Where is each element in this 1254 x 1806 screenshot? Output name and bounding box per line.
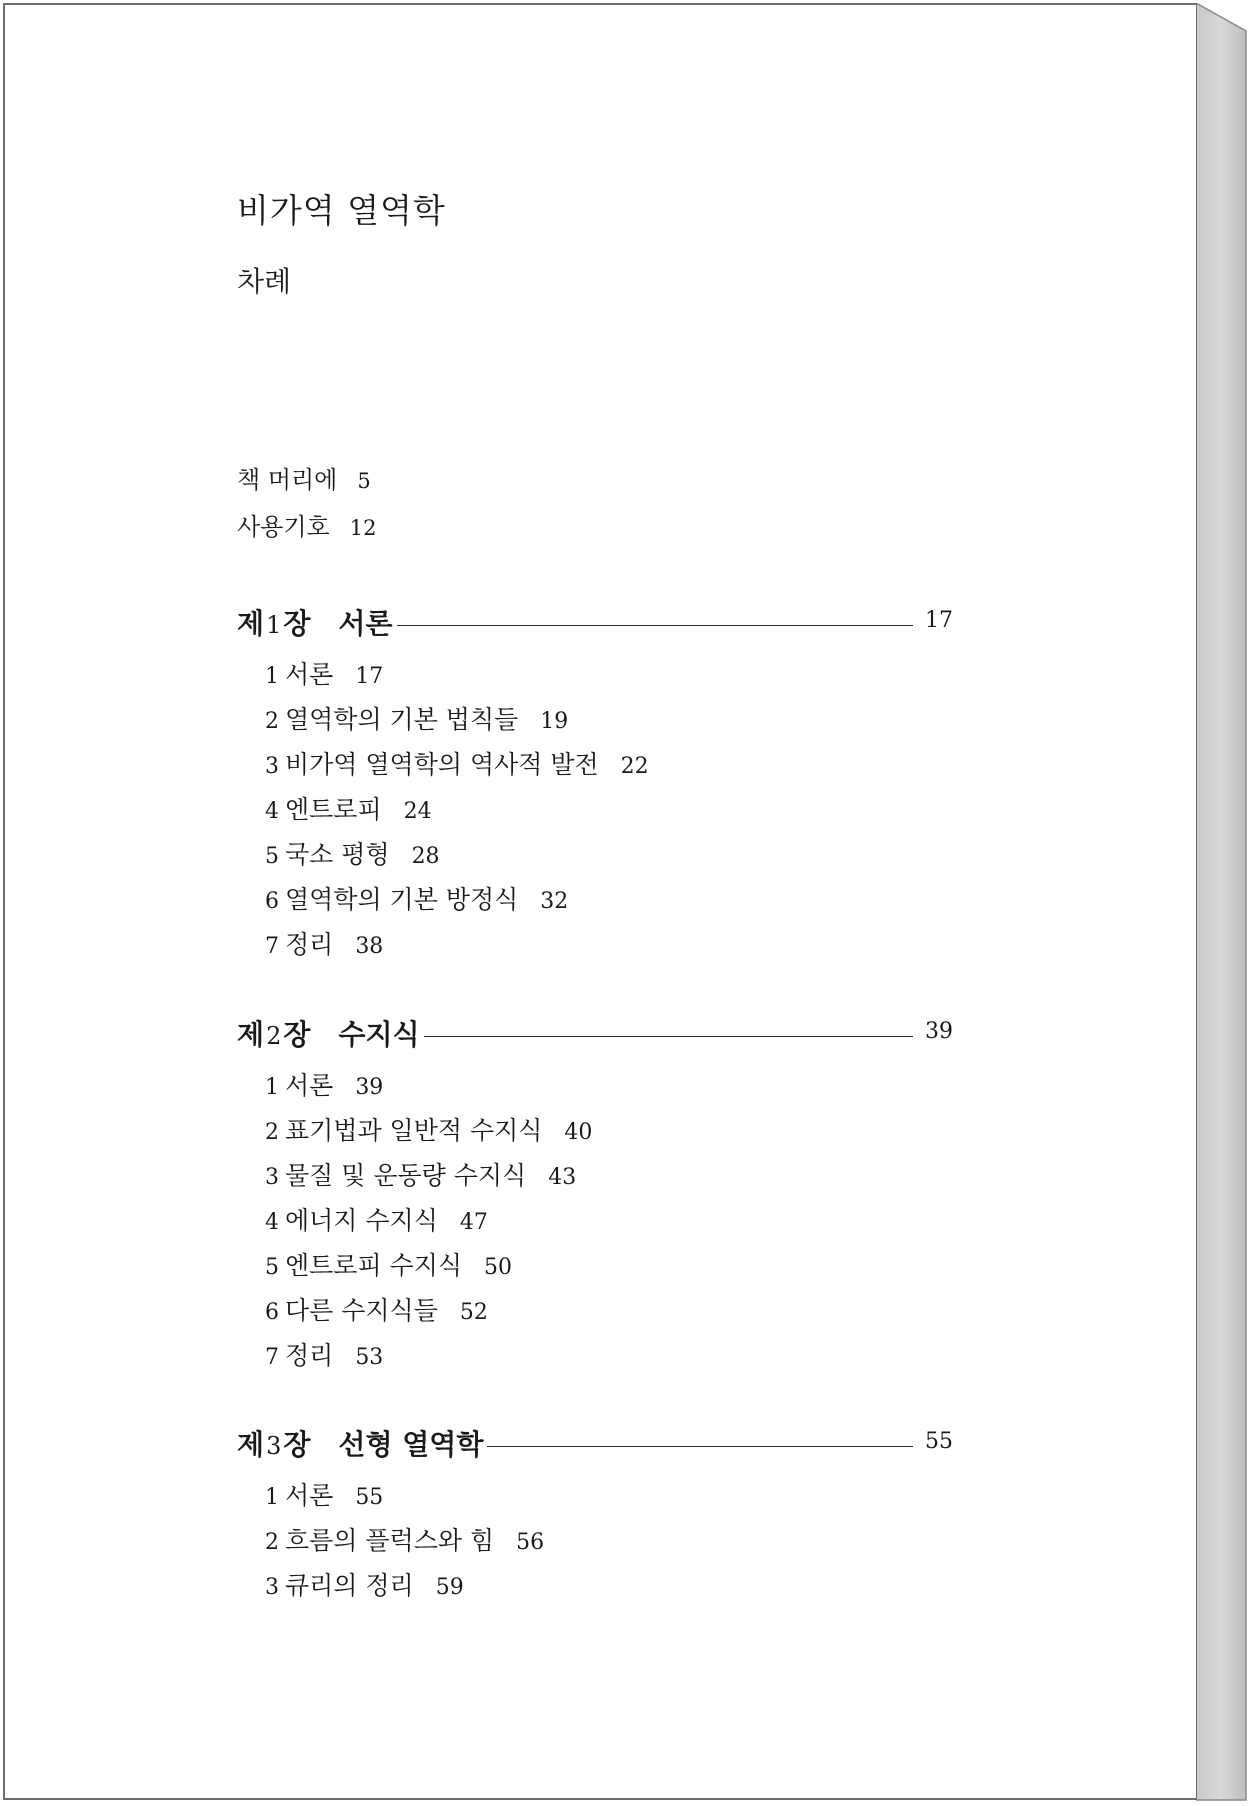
section-number: 3 [265,1575,279,1600]
chapter-label [237,1423,487,1463]
front-matter-label: 책 머리에 [237,466,338,494]
section-title: 엔트로피 [285,795,382,824]
section-title: 정리 [285,930,334,959]
chapter-number: 1 [266,611,282,639]
section-title: 열역학의 기본 방정식 [285,885,519,914]
section-number: 2 [265,709,279,734]
section-page: 47 [459,1210,488,1235]
section-title: 서론 [285,660,334,689]
section-title: 표기법과 일반적 수지식 [285,1116,543,1145]
section-item[interactable] [265,925,383,961]
page-stack-edge [1196,3,1254,1803]
section-page: 59 [435,1575,464,1600]
section-page: 52 [459,1300,488,1325]
chapter-heading[interactable] [237,602,953,642]
section-page: 39 [355,1075,384,1100]
chapter-title: 선형 열역학 [338,1428,484,1461]
chapter-page: 39 [925,1019,953,1044]
chapter-suffix: 장 [283,1018,311,1051]
section-number: 2 [265,1530,279,1555]
section-item[interactable] [265,655,383,691]
section-page: 32 [540,889,569,914]
section-page: 17 [355,664,384,689]
section-number: 1 [265,664,279,689]
section-item[interactable] [265,745,649,781]
section-page: 19 [540,709,569,734]
chapter-suffix: 장 [283,1428,311,1461]
chapter-title: 서론 [338,607,393,640]
chapter-number: 3 [266,1432,282,1460]
section-number: 6 [265,1300,279,1325]
section-item[interactable] [265,835,440,871]
section-item[interactable] [265,1201,488,1237]
section-title: 흐름의 플럭스와 힘 [285,1526,495,1555]
section-item[interactable] [265,700,568,736]
book-title: 비가역 열역학 [237,191,446,230]
section-item[interactable] [265,1566,464,1602]
section-item[interactable] [265,1336,383,1372]
section-number: 7 [265,1345,279,1370]
section-title: 에너지 수지식 [285,1206,438,1235]
toc-title: 차례 [237,265,292,298]
section-title: 엔트로피 수지식 [285,1251,462,1280]
section-page: 55 [355,1485,384,1510]
section-title: 열역학의 기본 법칙들 [285,705,519,734]
section-number: 5 [265,844,279,869]
section-item[interactable] [265,1156,576,1192]
section-number: 1 [265,1075,279,1100]
section-page: 40 [564,1120,593,1145]
section-number: 2 [265,1120,279,1145]
front-matter-page: 5 [357,469,371,493]
chapter-suffix: 장 [283,607,311,640]
chapter-label [237,602,397,642]
section-title: 정리 [285,1341,334,1370]
section-number: 3 [265,1165,279,1190]
section-number: 4 [265,1210,279,1235]
section-item[interactable] [265,1521,544,1557]
section-item[interactable] [265,1066,383,1102]
section-title: 국소 평형 [285,840,390,869]
section-item[interactable] [265,1111,592,1147]
section-title: 서론 [285,1481,334,1510]
front-matter-item[interactable] [237,460,371,495]
section-page: 50 [484,1255,512,1280]
chapter-prefix: 제 [237,1018,265,1051]
section-page: 28 [411,844,440,869]
chapter-page: 17 [925,608,953,633]
section-item[interactable] [265,1476,383,1512]
chapter-heading[interactable] [237,1423,953,1463]
chapter-title: 수지식 [338,1018,420,1051]
front-matter-page: 12 [349,516,377,540]
chapter-prefix: 제 [237,607,265,640]
chapter-label [237,1013,424,1053]
section-number: 6 [265,889,279,914]
section-item[interactable] [265,1246,512,1282]
section-title: 비가역 열역학의 역사적 발전 [285,750,599,779]
section-page: 22 [620,754,649,779]
section-number: 5 [265,1255,279,1280]
section-item[interactable] [265,880,568,916]
section-title: 다른 수지식들 [285,1296,438,1325]
section-item[interactable] [265,1291,488,1327]
book-page [3,3,1198,1800]
section-title: 서론 [285,1071,334,1100]
front-matter-item[interactable] [237,507,376,542]
section-title: 큐리의 정리 [285,1571,414,1600]
section-number: 7 [265,934,279,959]
chapter-heading[interactable] [237,1013,953,1053]
section-page: 43 [548,1165,577,1190]
section-title: 물질 및 운동량 수지식 [285,1161,527,1190]
section-page: 53 [355,1345,384,1370]
section-number: 3 [265,754,279,779]
chapter-prefix: 제 [237,1428,265,1461]
section-page: 38 [355,934,384,959]
section-page: 56 [516,1530,545,1555]
section-page: 24 [403,799,432,824]
chapter-number: 2 [266,1022,282,1050]
section-number: 4 [265,799,279,824]
front-matter-label: 사용기호 [237,513,330,541]
section-number: 1 [265,1485,279,1510]
chapter-page: 55 [925,1429,953,1454]
section-item[interactable] [265,790,432,826]
